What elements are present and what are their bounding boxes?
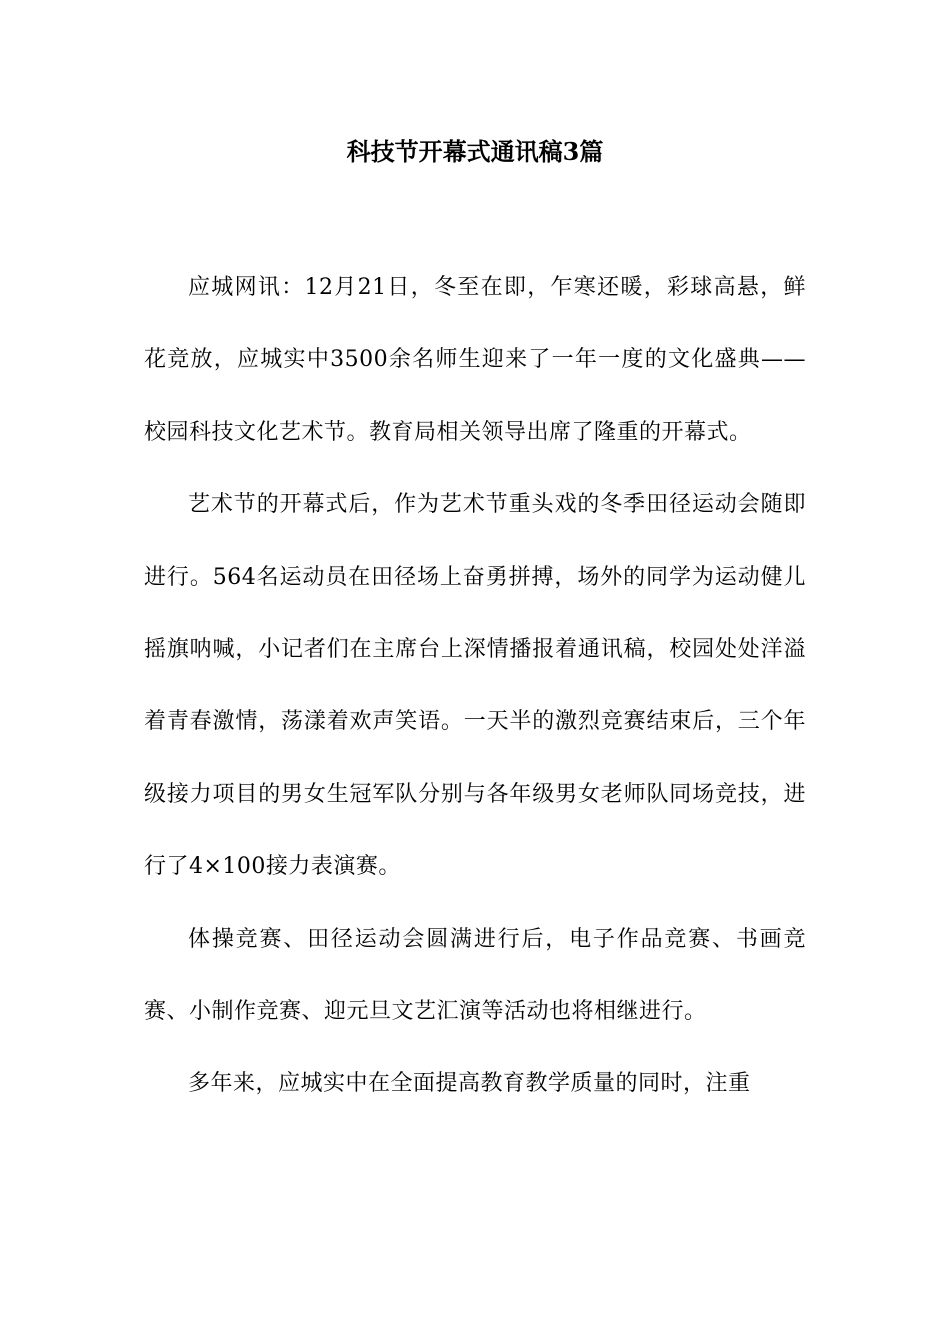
paragraph-sports-meet: 艺术节的开幕式后，作为艺术节重头戏的冬季田径运动会随即进行。564名运动员在田径场上奋勇拼搏，场外的同学为运动健儿摇旗呐喊，小记者们在主席台上深情播报着通讯稿，校园处处洋溢着青春激情，荡漾着欢声笑语。一天半的激烈竞赛结束后，三个年级接力项目的男女生冠军队分别与各年级男女老师队同场竞技，进行了4×100接力表演赛。 [144,492,806,880]
paragraph-school-history: 多年来，应城实中在全面提高教育教学质量的同时，注重 [188,1071,751,1097]
document-title: 科技节开幕式通讯稿3篇 [346,137,604,166]
paragraph-upcoming-events: 体操竞赛、田径运动会圆满进行后，电子作品竞赛、书画竞赛、小制作竞赛、迎元旦文艺汇演等活动也将相继进行。 [144,926,806,1025]
paragraph-intro: 应城网讯：12月21日，冬至在即，乍寒还暖，彩球高悬，鲜花竞放，应城实中3500余名师生迎来了一年一度的文化盛典——校园科技文化艺术节。教育局相关领导出席了隆重的开幕式。 [144,275,806,445]
document-body [144,252,806,1121]
